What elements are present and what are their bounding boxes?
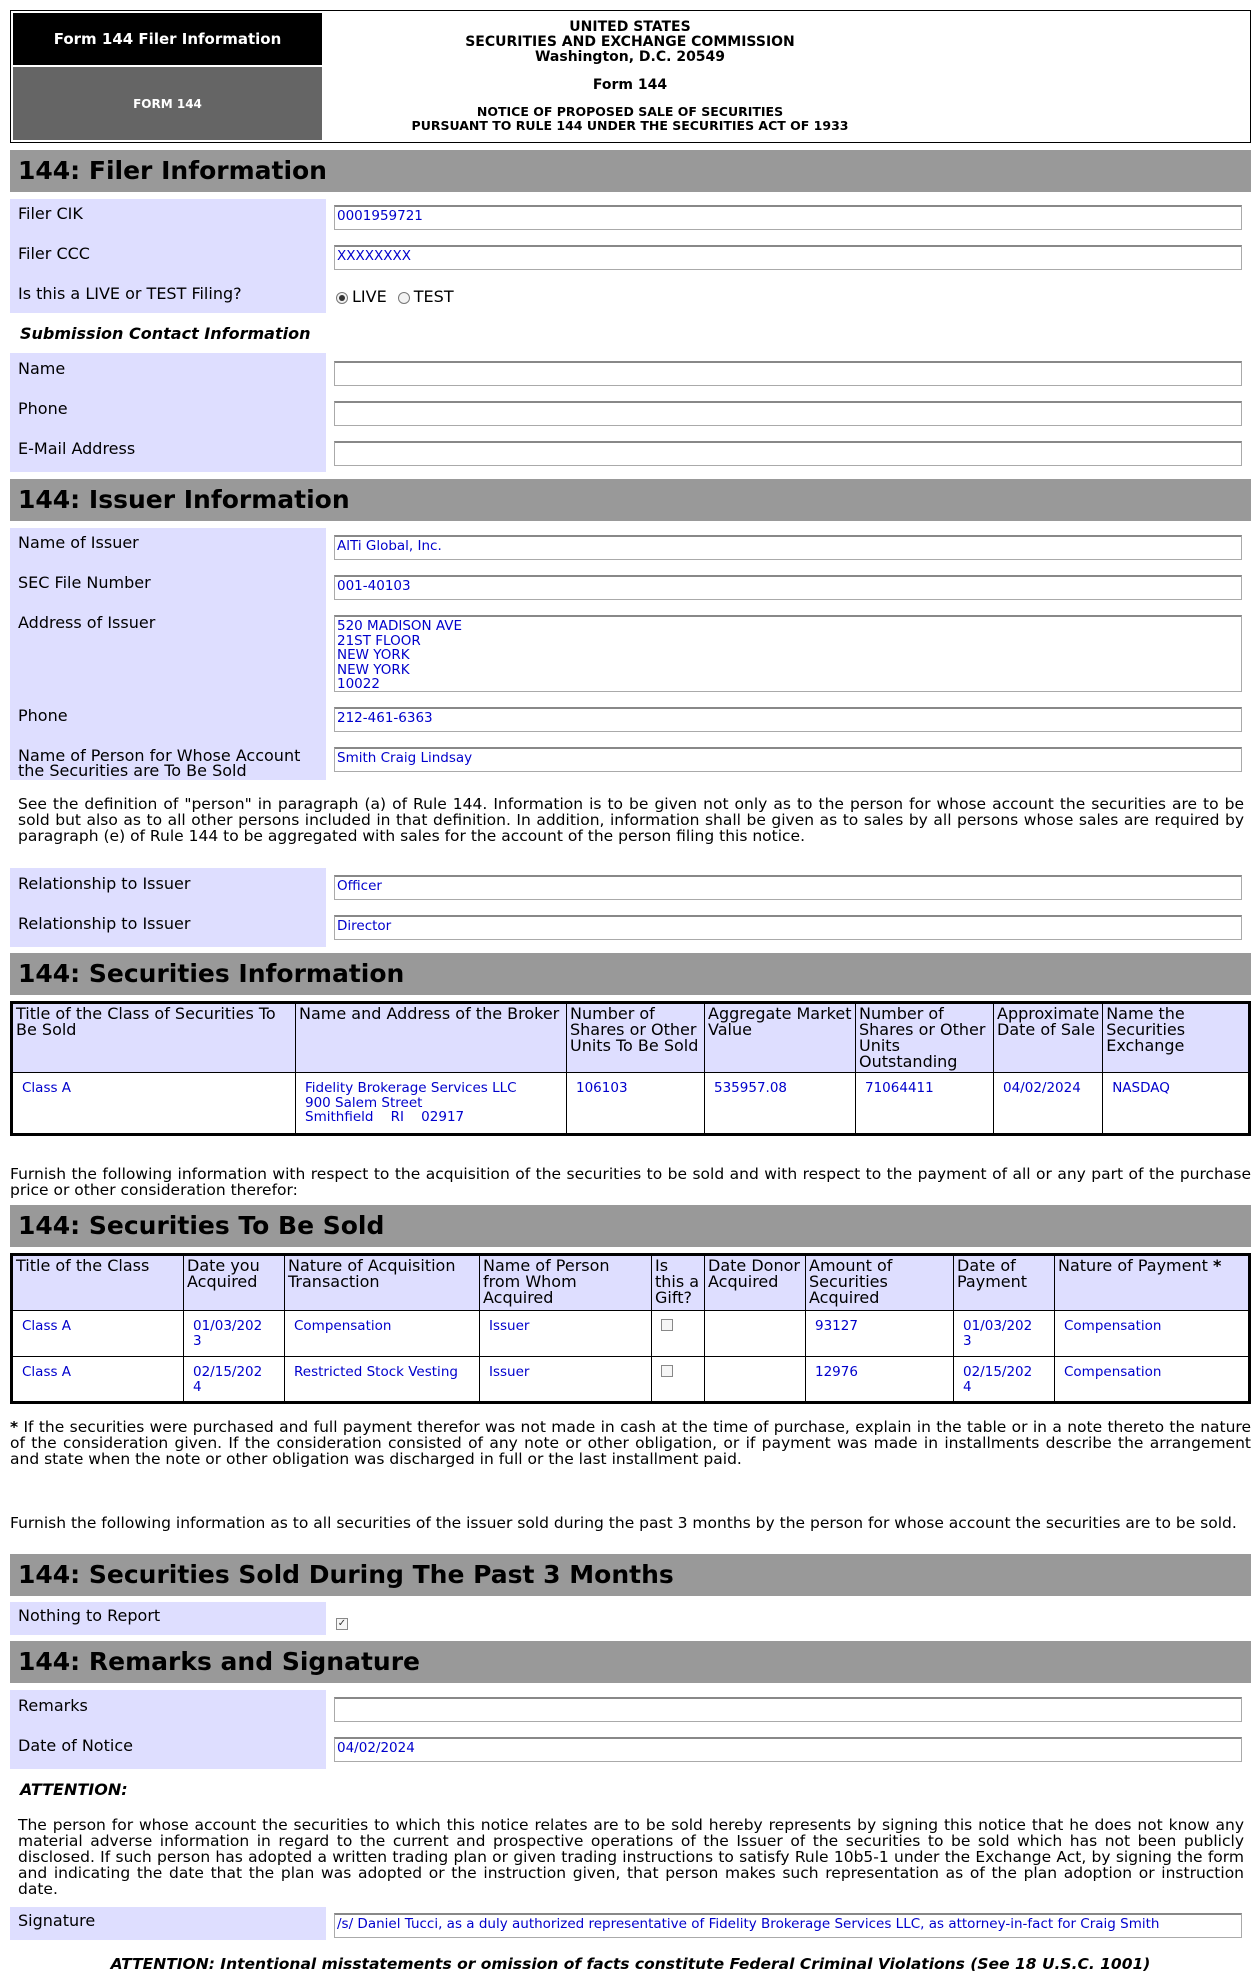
col-header-payment-date: Date of Payment	[954, 1255, 1055, 1311]
cell-payment-date	[954, 1357, 1055, 1403]
relationship-field-1[interactable]: Officer	[334, 875, 1242, 900]
date-of-notice-field[interactable]: 04/02/2024	[334, 1737, 1242, 1762]
cell-units: 106103	[567, 1073, 705, 1135]
col-header-units-outstanding: Number of Shares or Other Units Outstanding	[856, 1003, 994, 1073]
person-account-label-line-2: the Securities are To Be Sold	[18, 761, 247, 780]
cell-acquired-from: Issuer	[480, 1311, 652, 1357]
relationship-label-1: Relationship to Issuer	[18, 874, 191, 893]
col-header-exchange: Name the Securities Exchange	[1103, 1003, 1250, 1073]
notice-title	[330, 105, 930, 133]
date-part: 3	[193, 1332, 202, 1349]
sec-file-number-field[interactable]: 001-40103	[334, 575, 1242, 600]
issuer-address-label: Address of Issuer	[18, 613, 156, 632]
test-option-label: TEST	[413, 287, 454, 306]
col-header-title-class: Title of the Class of Securities To Be Sold	[12, 1003, 296, 1073]
cell-payment-nature: Compensation	[1055, 1311, 1250, 1357]
nothing-to-report-label: Nothing to Report	[18, 1606, 161, 1625]
issuer-name-label: Name of Issuer	[18, 533, 139, 552]
payment-footnote	[10, 1419, 1251, 1467]
securities-information-table	[10, 1001, 1251, 1136]
relationship-label-column	[10, 868, 326, 947]
acquisition-instructions: Furnish the following information with respect to the acquisition of the securities to be sold and with respect to the payment of all or any part of the purchase price or other consideration therefor:	[10, 1165, 1251, 1199]
address-line: 520 MADISON AVE	[337, 618, 463, 634]
relationship-field-2[interactable]: Director	[334, 915, 1242, 940]
filer-cik-field[interactable]: 0001959721	[334, 205, 1242, 230]
person-account-field[interactable]: Smith Craig Lindsay	[334, 747, 1242, 772]
issuer-phone-field[interactable]: 212-461-6363	[334, 707, 1242, 732]
issuer-address-field[interactable]	[334, 615, 1242, 692]
address-line: NEW YORK	[337, 661, 410, 678]
gift-checkbox[interactable]	[661, 1319, 673, 1331]
col-header-title: Title of the Class	[12, 1255, 184, 1311]
col-header-nature-acquisition: Nature of Acquisition Transaction	[285, 1255, 480, 1311]
cell-class: Class A	[12, 1073, 296, 1135]
test-radio[interactable]	[398, 292, 410, 304]
remarks-label-column	[10, 1690, 326, 1769]
col-header-acquired-from: Name of Person from Whom Acquired	[480, 1255, 652, 1311]
col-header-donor-date: Date Donor Acquired	[705, 1255, 806, 1311]
signature-field[interactable]: /s/ Daniel Tucci, as a duly authorized representative of Fidelity Brokerage Services LLC, as attorney-in-fact for Craig Smith	[334, 1913, 1242, 1938]
section-filer-information: 144: Filer Information	[10, 150, 1251, 192]
broker-state: RI	[390, 1109, 404, 1125]
address-line: 10022	[337, 676, 380, 692]
contact-phone-field[interactable]	[334, 401, 1242, 426]
attention-text: The person for whose account the securities to which this notice relates are to be sold hereby represents by signing this notice that he does not know any material adverse information in regard to the current and prospective operations of the Issuer of the securities to be sold which has not been publicly disclosed. If such person has adopted a written trading plan or given trading instructions to satisfy Rule 10b5-1 under the Exchange Act, by signing the form and indicating the date that the plan was adopted or the instruction given, that person makes such representation as of the plan adoption or instruction date.	[18, 1816, 1244, 1898]
section-issuer-information: 144: Issuer Information	[10, 479, 1251, 521]
cell-donor-date	[705, 1311, 806, 1357]
cell-payment-date	[954, 1311, 1055, 1357]
issuer-name-field[interactable]: AlTi Global, Inc.	[334, 535, 1242, 560]
submission-contact-heading: Submission Contact Information	[20, 324, 311, 343]
filer-cik-label: Filer CIK	[18, 204, 83, 223]
address-line: NEW YORK	[337, 647, 410, 663]
gift-checkbox[interactable]	[661, 1365, 673, 1377]
signature-label: Signature	[18, 1911, 96, 1930]
date-part: 01/03/202	[193, 1318, 263, 1334]
relationship-label-2: Relationship to Issuer	[18, 914, 191, 933]
agency-line-1: UNITED STATES	[569, 19, 691, 35]
nothing-to-report-checkbox-wrap	[336, 1611, 348, 1630]
col-header-units-sold: Number of Shares or Other Units To Be Sold	[567, 1003, 705, 1073]
date-of-notice-label: Date of Notice	[18, 1736, 133, 1755]
cell-payment-nature: Compensation	[1055, 1357, 1250, 1403]
contact-email-label: E-Mail Address	[18, 439, 136, 458]
section-remarks-signature: 144: Remarks and Signature	[10, 1641, 1251, 1683]
contact-name-field[interactable]	[334, 361, 1242, 386]
remarks-field[interactable]	[334, 1697, 1242, 1722]
agency-line-2: SECURITIES AND EXCHANGE COMMISSION	[465, 34, 795, 50]
date-part: 4	[193, 1378, 202, 1395]
notice-line-2: PURSUANT TO RULE 144 UNDER THE SECURITIES ACT OF 1933	[411, 118, 849, 133]
criminal-violation-warning: ATTENTION: Intentional misstatements or omission of facts constitute Federal Criminal Violations (See 18 U.S.C. 1001)	[110, 1955, 1151, 1973]
securities-to-be-sold-table	[10, 1253, 1251, 1404]
date-part: 02/15/202	[193, 1364, 263, 1380]
live-test-radio-group	[336, 287, 454, 306]
live-option-label: LIVE	[352, 287, 387, 306]
contact-name-label: Name	[18, 359, 66, 378]
nothing-to-report-checkbox[interactable]: ✓	[337, 1618, 347, 1629]
agency-line-3: Washington, D.C. 20549	[534, 49, 726, 65]
col-header-date-acquired: Date you Acquired	[184, 1255, 285, 1311]
attention-heading: ATTENTION:	[20, 1780, 128, 1799]
issuer-label-column	[10, 528, 326, 780]
footnote-star: *	[10, 1418, 19, 1436]
date-part: 3	[963, 1332, 972, 1349]
person-account-label	[18, 748, 300, 778]
table-row	[12, 1357, 1250, 1403]
table-header-row	[12, 1255, 1250, 1311]
past-sales-instructions: Furnish the following information as to all securities of the issuer sold during the past 3 months by the person for whose account the securities are to be sold.	[10, 1514, 1237, 1532]
cell-gift	[652, 1357, 705, 1403]
broker-city: Smithfield	[305, 1109, 374, 1125]
cell-donor-date	[705, 1357, 806, 1403]
cell-gift	[652, 1311, 705, 1357]
footnote-text: If the securities were purchased and full payment therefor was not made in cash at the time of purchase, explain in the table or in a note thereto the nature of the consideration given. If the consideration consisted of any note or other obligation, or if payment was made in installments describe the arrangement and state when the note or other obligation was discharged in full or the last installment paid.	[10, 1418, 1251, 1468]
remarks-label: Remarks	[18, 1696, 88, 1715]
table-row	[12, 1073, 1250, 1135]
filer-info-tab-button[interactable]: Form 144 Filer Information	[13, 13, 322, 65]
date-part: 01/03/202	[963, 1318, 1033, 1334]
broker-street: 900 Salem Street	[305, 1094, 423, 1111]
signature-label-cell	[10, 1907, 326, 1940]
col-header-market-value: Aggregate Market Value	[705, 1003, 856, 1073]
broker-zip: 02917	[421, 1109, 465, 1125]
col-header-nature-payment	[1055, 1255, 1250, 1311]
contact-email-field[interactable]	[334, 441, 1242, 466]
section-sold-past-3-months: 144: Securities Sold During The Past 3 Months	[10, 1554, 1251, 1596]
filer-label-column	[10, 199, 326, 313]
cell-exchange: NASDAQ	[1103, 1073, 1250, 1135]
sec-file-number-label: SEC File Number	[18, 573, 151, 592]
section-securities-information: 144: Securities Information	[10, 953, 1251, 995]
person-definition-note: See the definition of "person" in paragraph (a) of Rule 144. Information is to be given not only as to the person for whose account the securities are to be sold but also as to all other persons included in that definition. In addition, information shall be given as to sales by all persons whose sales are required by paragraph (e) of Rule 144 to be aggregated with sales for the account of the person filing this notice.	[18, 795, 1244, 845]
section-securities-to-be-sold: 144: Securities To Be Sold	[10, 1205, 1251, 1247]
form-144-tab-button[interactable]: FORM 144	[13, 67, 322, 140]
filer-ccc-label: Filer CCC	[18, 244, 90, 263]
nothing-to-report-label-cell	[10, 1602, 326, 1635]
table-header-row	[12, 1003, 1250, 1073]
cell-date-acquired	[184, 1311, 285, 1357]
cell-amount: 12976	[806, 1357, 954, 1403]
col-header-gift: Is this a Gift?	[652, 1255, 705, 1311]
cell-acquired-from: Issuer	[480, 1357, 652, 1403]
col-header-sale-date: Approximate Date of Sale	[994, 1003, 1103, 1073]
form-title: Form 144	[592, 77, 668, 93]
cell-class: Class A	[12, 1357, 184, 1403]
footnote-star-marker: *	[1213, 1256, 1222, 1275]
nature-payment-header-text: Nature of Payment	[1058, 1256, 1208, 1275]
cell-nature: Restricted Stock Vesting	[285, 1357, 480, 1403]
cell-market-value: 535957.08	[705, 1073, 856, 1135]
contact-phone-label: Phone	[18, 399, 68, 418]
issuer-phone-label: Phone	[18, 706, 68, 725]
date-part: 4	[963, 1378, 972, 1395]
table-row	[12, 1311, 1250, 1357]
cell-amount: 93127	[806, 1311, 954, 1357]
filer-ccc-field[interactable]: XXXXXXXX	[334, 245, 1242, 270]
cell-broker	[296, 1073, 567, 1135]
agency-header	[330, 20, 930, 65]
col-header-broker: Name and Address of the Broker	[296, 1003, 567, 1073]
broker-city-state-zip	[305, 1110, 557, 1125]
contact-label-column	[10, 353, 326, 472]
cell-class: Class A	[12, 1311, 184, 1357]
cell-nature: Compensation	[285, 1311, 480, 1357]
live-radio[interactable]	[336, 292, 348, 304]
col-header-amount: Amount of Securities Acquired	[806, 1255, 954, 1311]
address-line: 21ST FLOOR	[337, 632, 421, 649]
cell-outstanding: 71064411	[856, 1073, 994, 1135]
notice-line-1: NOTICE OF PROPOSED SALE OF SECURITIES	[476, 104, 784, 119]
date-part: 02/15/202	[963, 1364, 1033, 1380]
cell-date-acquired	[184, 1357, 285, 1403]
cell-sale-date: 04/02/2024	[994, 1073, 1103, 1135]
person-account-label-line-1: Name of Person for Whose Account	[18, 746, 301, 765]
live-test-label: Is this a LIVE or TEST Filing?	[18, 284, 242, 303]
broker-name: Fidelity Brokerage Services LLC	[305, 1080, 517, 1096]
